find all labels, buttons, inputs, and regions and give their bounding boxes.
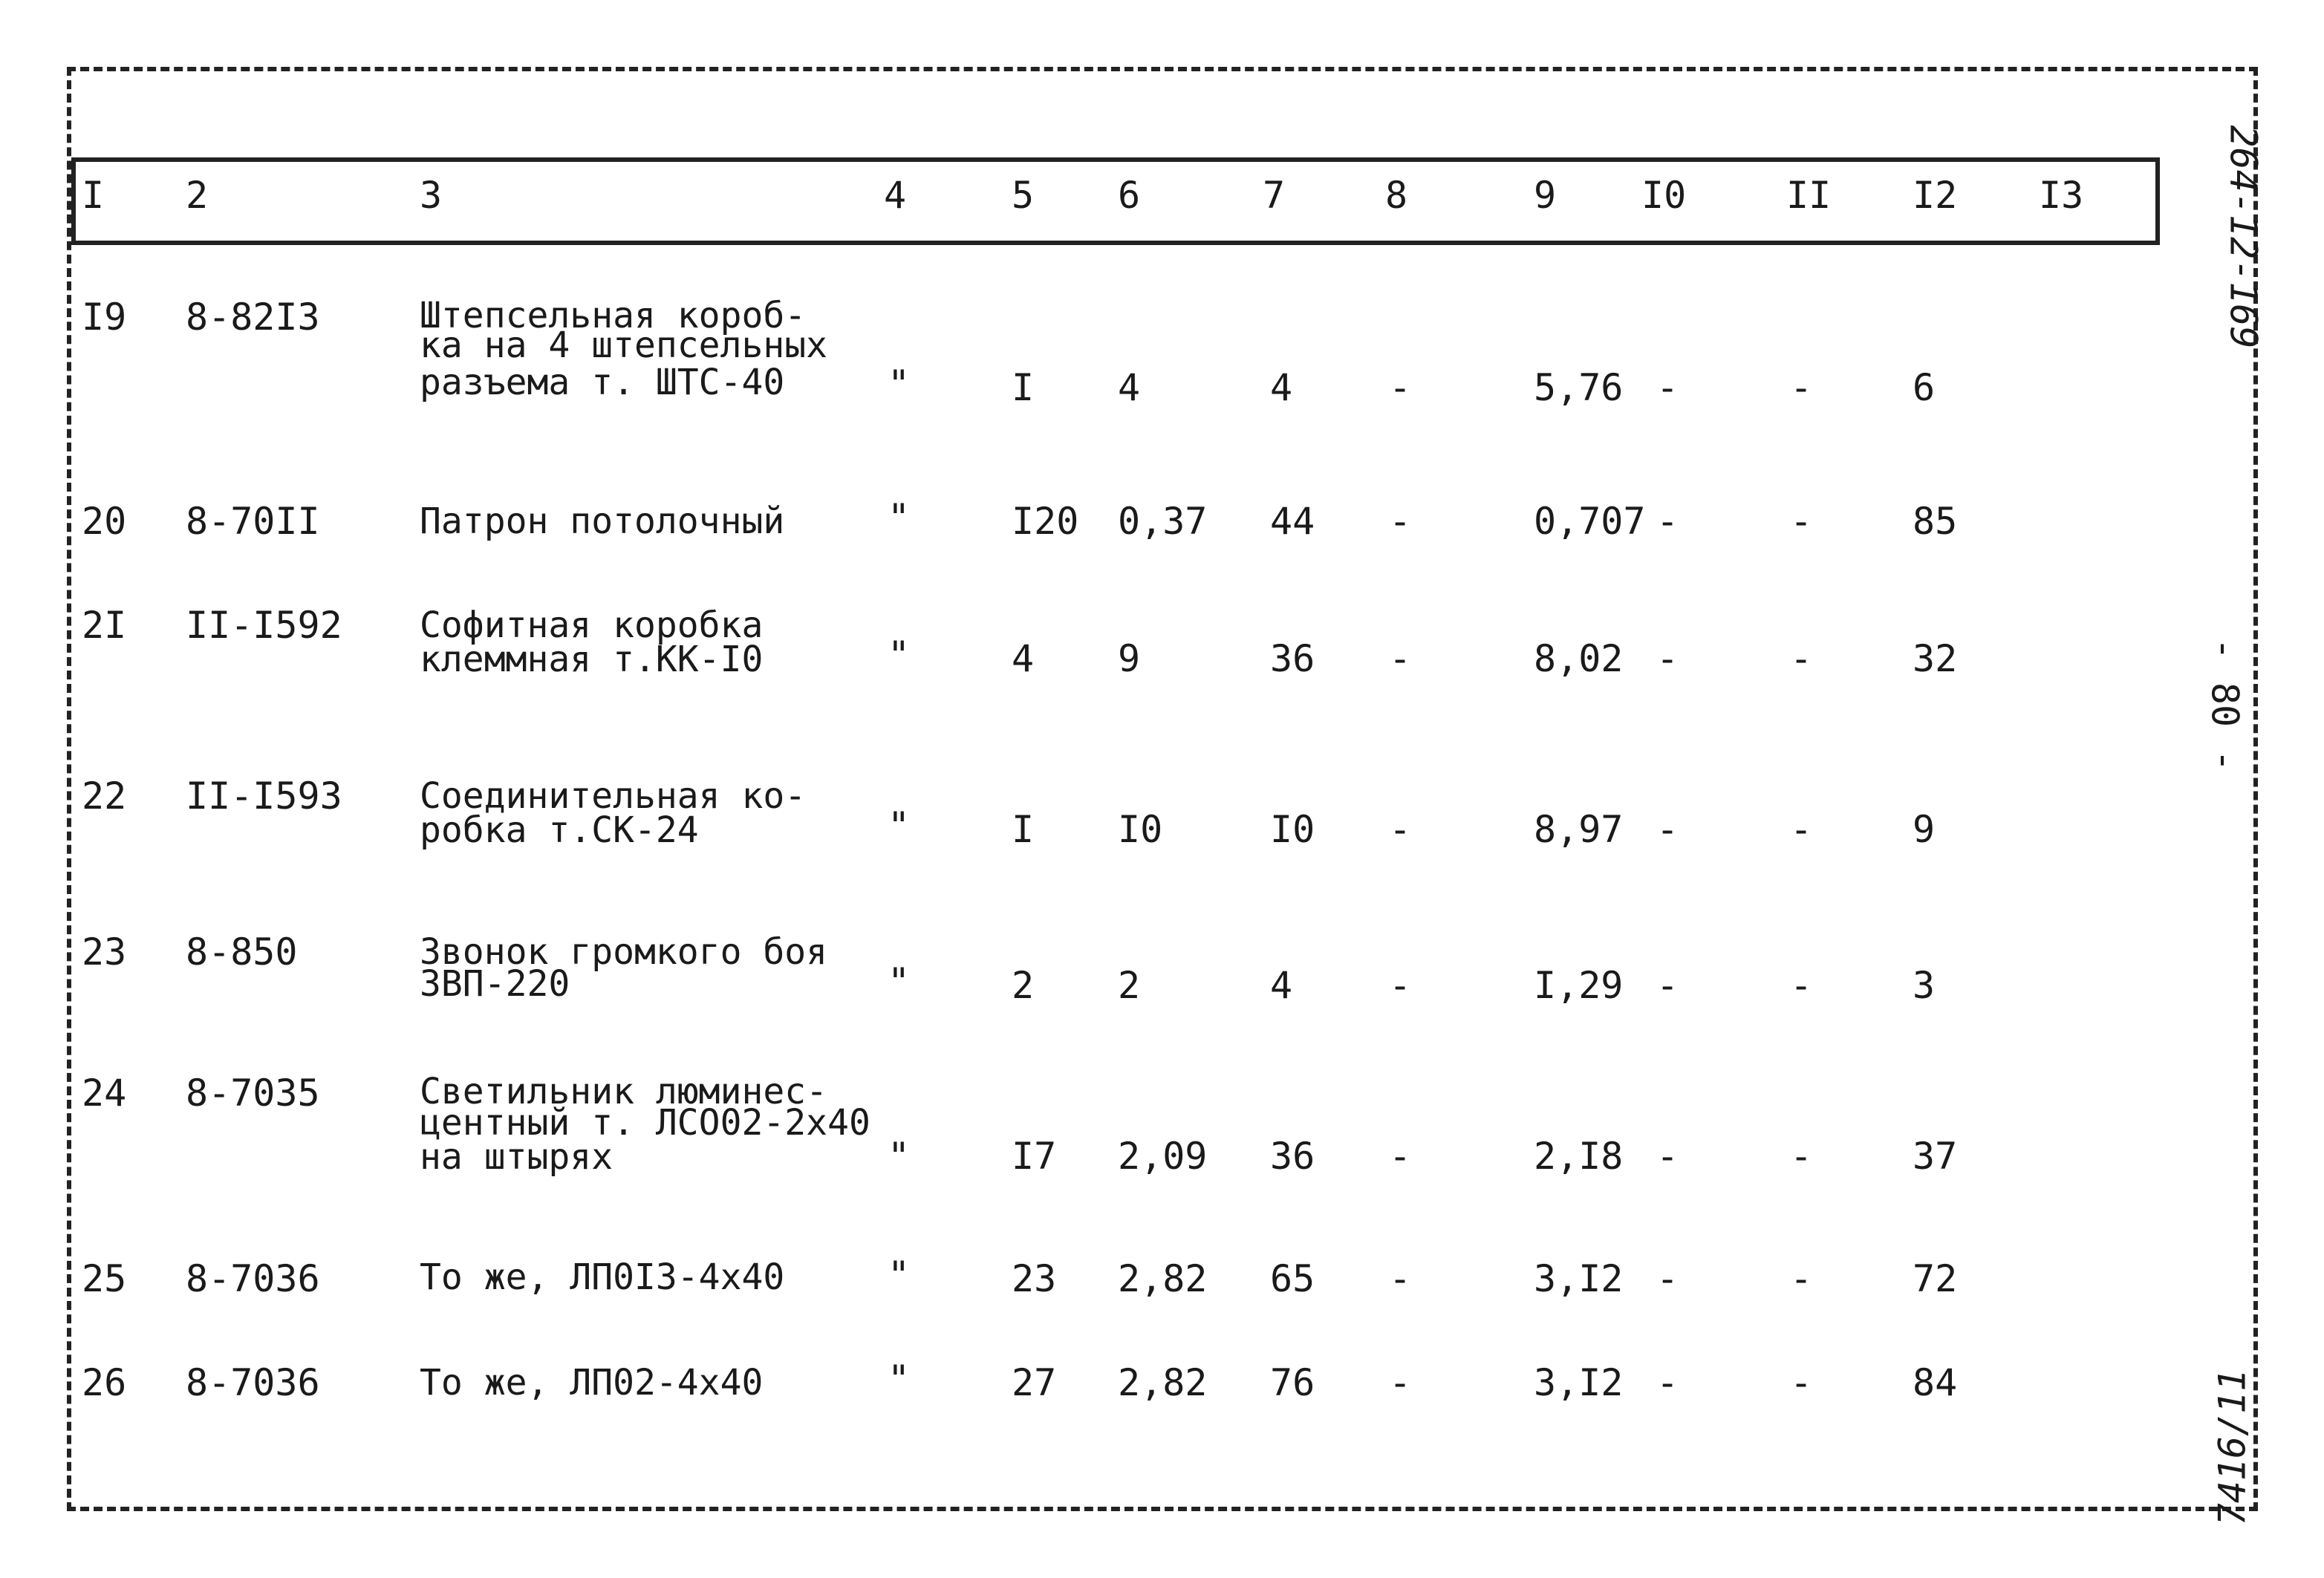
row-desc-line: клеммная т.КК-I0: [420, 639, 764, 680]
row-col7: 36: [1270, 637, 1315, 680]
row-desc-line: ка на 4 штепсельных: [420, 325, 828, 366]
header-col-6: 6: [1118, 174, 1141, 217]
row-col10: -: [1656, 366, 1679, 409]
header-col-4: 4: [884, 174, 907, 217]
row-col8: -: [1389, 500, 1412, 543]
header-col-3: 3: [420, 174, 443, 217]
row-col10: -: [1656, 637, 1679, 680]
row-col7: 4: [1270, 964, 1293, 1007]
row-col12: 3: [1913, 964, 1936, 1007]
row-col5: 27: [1012, 1361, 1057, 1404]
row-code: 8-850: [186, 930, 298, 974]
row-col10: -: [1656, 808, 1679, 851]
row-unit: ": [888, 1357, 911, 1401]
header-col-8: 8: [1385, 174, 1408, 217]
row-col5: 2: [1012, 964, 1035, 1007]
row-col10: -: [1656, 964, 1679, 1007]
row-desc-line: Софитная коробка: [420, 604, 764, 646]
row-unit: ": [888, 960, 911, 1003]
row-col8: -: [1389, 1361, 1412, 1404]
row-col8: -: [1389, 808, 1412, 851]
row-col5: I: [1012, 808, 1035, 851]
row-col11: -: [1790, 500, 1813, 543]
row-col8: -: [1389, 1135, 1412, 1178]
row-desc-line: Штепсельная короб-: [420, 295, 807, 336]
header-col-2: 2: [186, 174, 209, 217]
row-number: I9: [82, 296, 127, 339]
header-col-1: I: [82, 174, 105, 217]
row-col12: 32: [1913, 637, 1958, 680]
header-col-12: I2: [1913, 174, 1958, 217]
row-col11: -: [1790, 1135, 1813, 1178]
row-col7: 4: [1270, 366, 1293, 409]
row-number: 20: [82, 500, 127, 543]
row-unit: ": [888, 1253, 911, 1297]
row-col5: 4: [1012, 637, 1035, 680]
row-number: 2I: [82, 604, 127, 647]
row-col10: -: [1656, 1135, 1679, 1178]
row-desc-line: Звонок громкого боя: [420, 931, 828, 973]
row-code: II-I592: [186, 604, 342, 647]
row-col6: I0: [1118, 808, 1163, 851]
row-desc-line: Светильник люминес-: [420, 1071, 828, 1112]
row-code: 8-82I3: [186, 296, 320, 339]
row-number: 25: [82, 1257, 127, 1300]
row-col10: -: [1656, 1257, 1679, 1300]
row-unit: ": [888, 496, 911, 539]
row-col6: 4: [1118, 366, 1141, 409]
row-desc-line: Патрон потолочный: [420, 501, 785, 542]
row-code: 8-7036: [186, 1257, 320, 1300]
row-unit: ": [888, 1135, 911, 1178]
header-col-9: 9: [1534, 174, 1557, 217]
row-col7: 44: [1270, 500, 1315, 543]
row-col5: I7: [1012, 1135, 1057, 1178]
row-col6: 0,37: [1118, 500, 1208, 543]
row-col8: -: [1389, 366, 1412, 409]
page-number: - 80 -: [2203, 637, 2247, 772]
header-col-13: I3: [2039, 174, 2084, 217]
row-unit: ": [888, 804, 911, 847]
row-col11: -: [1790, 637, 1813, 680]
row-col6: 2: [1118, 964, 1141, 1007]
row-desc-line: То же, ЛП02-4х40: [420, 1362, 764, 1403]
row-col7: 65: [1270, 1257, 1315, 1300]
row-col7: 36: [1270, 1135, 1315, 1178]
row-col9: 8,97: [1534, 808, 1624, 851]
row-desc-line: на штырях: [420, 1136, 613, 1178]
row-col11: -: [1790, 1257, 1813, 1300]
row-desc-line: То же, ЛП0I3-4х40: [420, 1256, 785, 1298]
header-col-5: 5: [1012, 174, 1035, 217]
row-col12: 84: [1913, 1361, 1958, 1404]
row-number: 24: [82, 1072, 127, 1115]
row-code: II-I593: [186, 775, 342, 818]
row-col6: 9: [1118, 637, 1141, 680]
row-col8: -: [1389, 637, 1412, 680]
row-desc-line: ЗВП-220: [420, 963, 570, 1005]
row-number: 23: [82, 930, 127, 974]
row-desc-line: разъема т. ШТС-40: [420, 362, 785, 403]
row-col11: -: [1790, 964, 1813, 1007]
row-col5: 23: [1012, 1257, 1057, 1300]
row-col6: 2,82: [1118, 1361, 1208, 1404]
row-col8: -: [1389, 964, 1412, 1007]
row-col11: -: [1790, 366, 1813, 409]
row-col8: -: [1389, 1257, 1412, 1300]
row-desc-line: центный т. ЛСО02-2х40: [420, 1102, 870, 1144]
row-col7: I0: [1270, 808, 1315, 851]
row-col6: 2,09: [1118, 1135, 1208, 1178]
row-desc-line: робка т.СК-24: [420, 809, 699, 851]
row-number: 26: [82, 1361, 127, 1404]
row-code: 8-70II: [186, 500, 320, 543]
row-col5: I: [1012, 366, 1035, 409]
row-col9: I,29: [1534, 964, 1624, 1007]
row-col9: 3,I2: [1534, 1257, 1624, 1300]
row-col7: 76: [1270, 1361, 1315, 1404]
row-col12: 37: [1913, 1135, 1958, 1178]
row-unit: ": [888, 362, 911, 405]
row-col12: 72: [1913, 1257, 1958, 1300]
row-desc-line: Соединительная ко-: [420, 775, 807, 817]
row-col9: 8,02: [1534, 637, 1624, 680]
row-col11: -: [1790, 1361, 1813, 1404]
row-unit: ": [888, 633, 911, 676]
row-code: 8-7036: [186, 1361, 320, 1404]
row-col10: -: [1656, 1361, 1679, 1404]
row-col6: 2,82: [1118, 1257, 1208, 1300]
header-col-11: II: [1786, 174, 1832, 217]
row-col10: -: [1656, 500, 1679, 543]
sheet-mark: 7416/11: [2210, 1369, 2254, 1526]
document-code: 264-12-169: [2222, 125, 2265, 349]
header-col-10: I0: [1641, 174, 1687, 217]
table-header-box: [71, 157, 2160, 245]
row-col5: I20: [1012, 500, 1079, 543]
row-col12: 85: [1913, 500, 1958, 543]
row-col9: 2,I8: [1534, 1135, 1624, 1178]
row-col11: -: [1790, 808, 1813, 851]
header-col-7: 7: [1263, 174, 1286, 217]
row-col9: 5,76: [1534, 366, 1624, 409]
row-col9: 3,I2: [1534, 1361, 1624, 1404]
row-code: 8-7035: [186, 1072, 320, 1115]
row-col9: 0,707: [1534, 500, 1646, 543]
row-number: 22: [82, 775, 127, 818]
row-col12: 9: [1913, 808, 1936, 851]
row-col12: 6: [1913, 366, 1936, 409]
